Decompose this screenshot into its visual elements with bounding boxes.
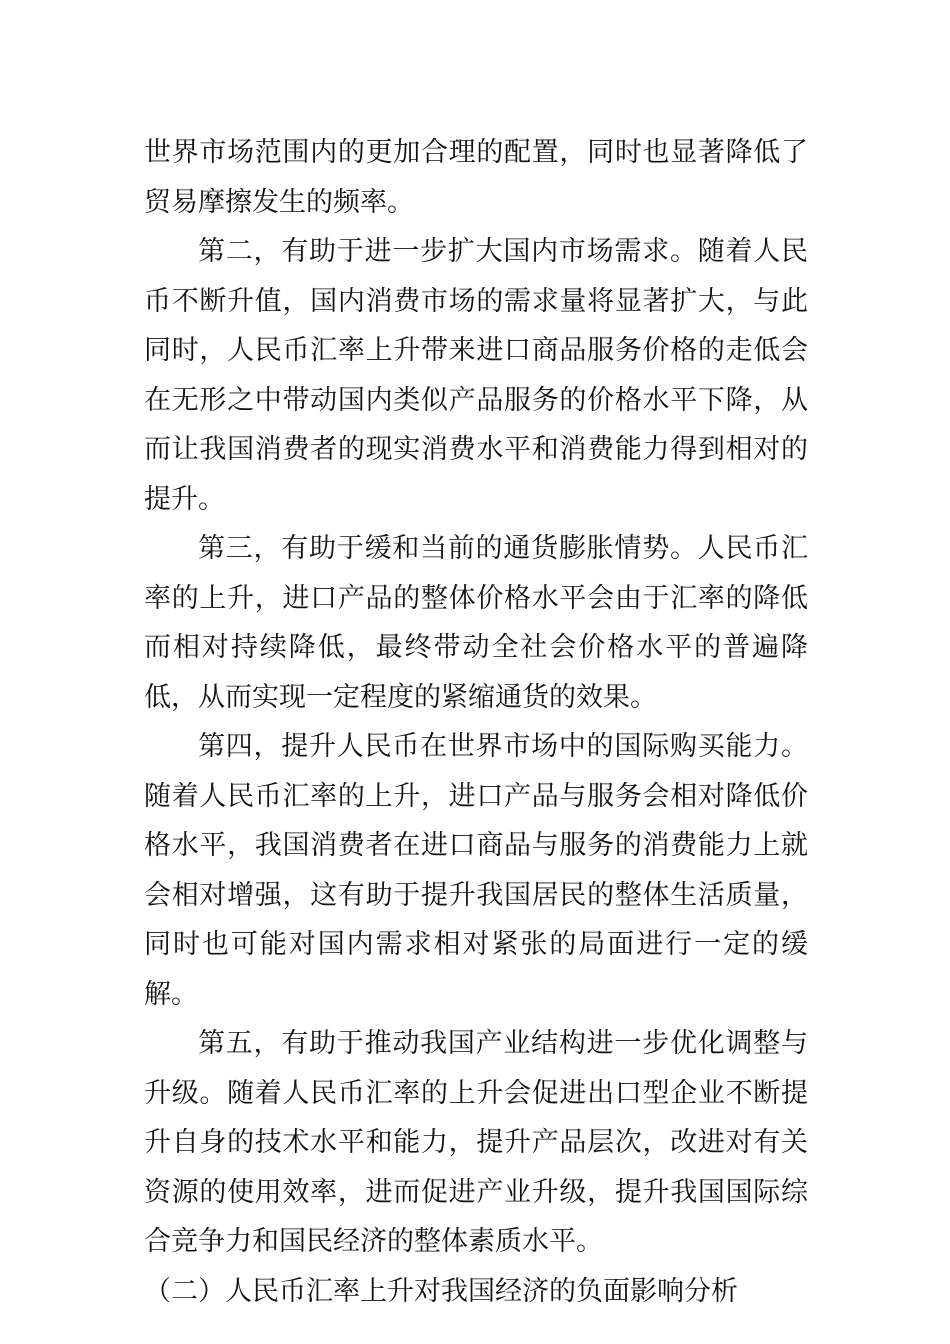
document-body: [144, 128, 808, 1316]
paragraph-second-point: 第二，有助于进一步扩大国内市场需求。随着人民币不断升值，国内消费市场的需求量将显著扩大，与此同时，人民币汇率上升带来进口商品服务价格的走低会在无形之中带动国内类似产品服务的价格水平下降，从而让我国消费者的现实消费水平和消费能力得到相对的提升。: [144, 236, 808, 515]
section-heading: （二）人民币汇率上升对我国经济的负面影响分析: [144, 1275, 738, 1307]
paragraph-third-point: 第三，有助于缓和当前的通货膨胀情势。人民币汇率的上升，进口产品的整体价格水平会由于汇率的降低而相对持续降低，最终带动全社会价格水平的普遍降低，从而实现一定程度的紧缩通货的效果。: [144, 533, 808, 713]
paragraph-continuation: 世界市场范围内的更加合理的配置，同时也显著降低了贸易摩擦发生的频率。: [144, 137, 808, 218]
paragraph-fifth-point: 第五，有助于推动我国产业结构进一步优化调整与升级。随着人民币汇率的上升会促进出口型企业不断提升自身的技术水平和能力，提升产品层次，改进对有关资源的使用效率，进而促进产业升级，提升我国国际综合竞争力和国民经济的整体素质水平。: [144, 1028, 808, 1257]
paragraph-fourth-point: 第四，提升人民币在世界市场中的国际购买能力。随着人民币汇率的上升，进口产品与服务会相对降低价格水平，我国消费者在进口商品与服务的消费能力上就会相对增强，这有助于提升我国居民的整体生活质量，同时也可能对国内需求相对紧张的局面进行一定的缓解。: [144, 731, 808, 1010]
